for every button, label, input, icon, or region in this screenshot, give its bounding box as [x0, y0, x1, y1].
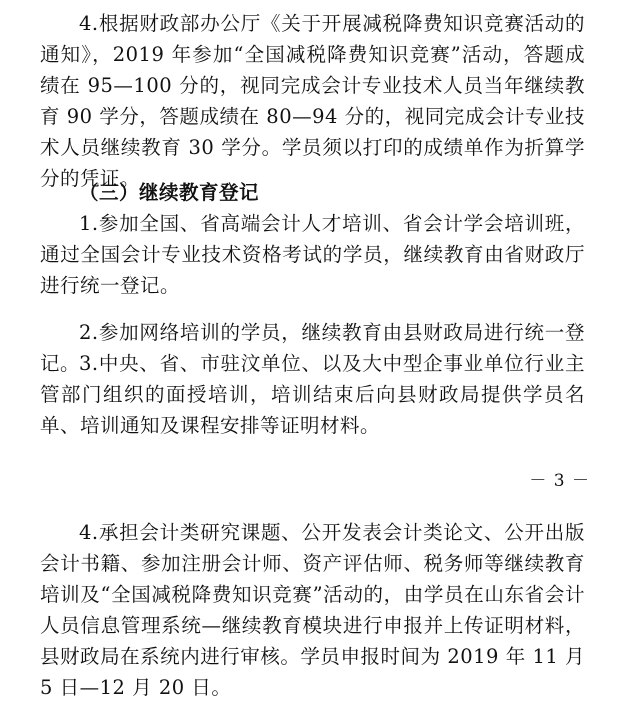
paragraph-provincial-registration: 1.参加全国、省高端会计人才培训、省会计学会培训班，通过全国会计专业技术资格考试的学员，继续教育由省财政厅进行统一登记。 [40, 212, 585, 297]
page-number: － 3 － [529, 471, 590, 491]
paragraph-online-training: 2.参加网络培训的学员，继续教育由县财政局进行统一登记。 [40, 321, 585, 375]
section-heading-registration: （三）继续教育登记 [79, 181, 260, 204]
paragraph-onsite-training: 3.中央、省、市驻汶单位、以及大中型企事业单位行业主管部门组织的面授培训，培训结束后向县财政局提供学员名单、培训通知及课程安排等证明材料。 [40, 352, 585, 437]
paragraph-quiz-credit: 4.根据财政部办公厅《关于开展减税降费知识竞赛活动的通知》，2019 年参加“全国减税降费知识竞赛”活动，答题成绩在 95—100 分的，视同完成会计专业技术人员当年继续教育 90 学分，答题成绩在 80—94 分的，视同完成会计专业技术人员继续教育 30 学分。学员须以打印的成绩单作为折算学分的凭证。 [40, 12, 585, 190]
paragraph-self-declaration: 4.承担会计类研究课题、公开发表会计类论文、公开出版会计书籍、参加注册会计师、资产评估师、税务师等继续教育培训及“全国减税降费知识竞赛”活动的，由学员在山东省会计人员信息管理系统—继续教育模块进行申报并上传证明材料，县财政局在系统内进行审核。学员申报时间为 2019 年 11 月 5 日—12 月 20 日。 [40, 521, 585, 699]
page-break [0, 500, 636, 514]
